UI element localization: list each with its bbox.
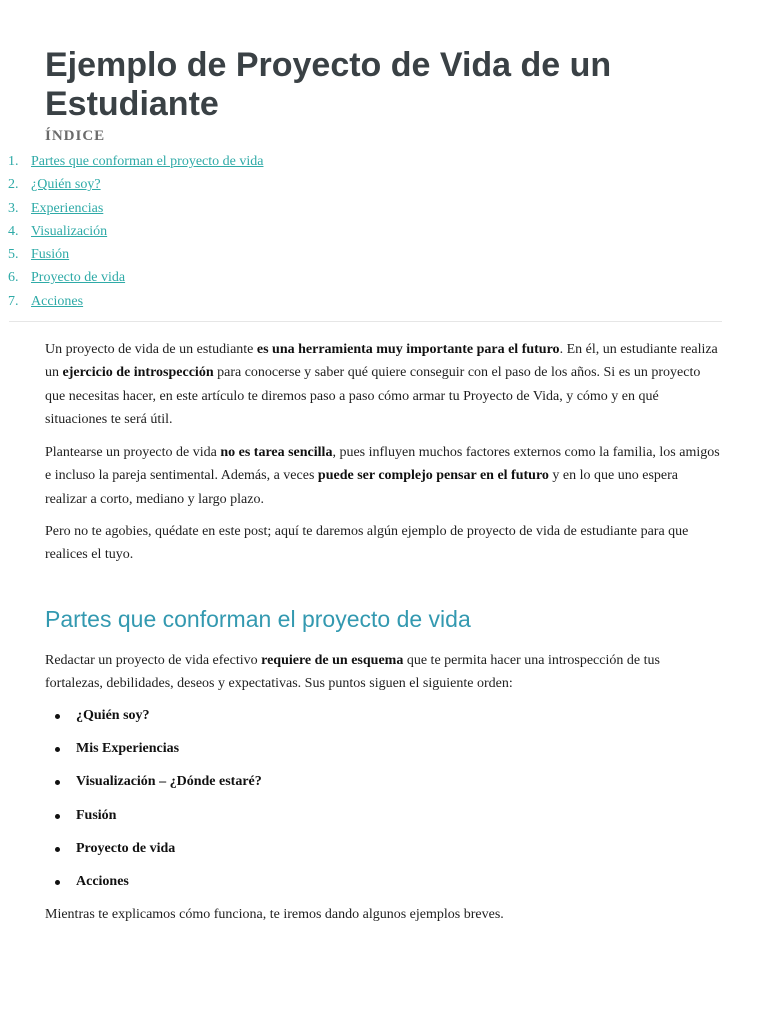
bold-text: puede ser complejo pensar en el futuro	[317, 468, 549, 484]
toc-item	[8, 290, 708, 313]
toc-link[interactable]: ¿Quién soy?	[31, 177, 101, 193]
text-run: . En él, un estudiante realiza un	[45, 342, 718, 381]
toc-item	[8, 150, 708, 173]
bullet-item	[45, 837, 645, 870]
bullet-dot-icon	[55, 880, 60, 885]
toc-item-number: 1.	[8, 154, 19, 169]
text-run: para conocerse y saber qué quiere conseguir con el paso de los años. Si es un proyecto que necesitas hacer, en este artículo te diremos paso a paso cómo armar tu Proyecto de Vida, y cómo y en qué situaciones te será útil.	[45, 365, 701, 427]
toc-link[interactable]: Acciones	[31, 293, 84, 309]
bullet-text: Fusión	[76, 807, 117, 823]
toc-item-number: 6.	[8, 270, 19, 286]
bullet-text: Mis Experiencias	[76, 741, 180, 757]
bullet-dot-icon	[55, 847, 60, 852]
bold-text: no es tarea sencilla	[220, 445, 333, 460]
bullet-dot-icon	[55, 714, 60, 719]
table-of-contents	[8, 150, 708, 313]
text-run: que te permita hacer una introspección de tus fortalezas, debilidades, deseos y expectativas. Sus puntos siguen el siguiente orden:	[45, 653, 660, 692]
toc-heading: ÍNDICE	[45, 128, 106, 144]
toc-item-number: 2.	[8, 177, 19, 193]
bold-text: requiere de un esquema	[261, 653, 404, 668]
toc-item	[8, 243, 708, 266]
text-run: , pues influyen muchos factores externos como la familia, los amigos e incluso la pareja sentimental. Además, a veces	[45, 445, 720, 484]
bullet-item	[45, 870, 645, 903]
bullet-text: Visualización – ¿Dónde estaré?	[76, 774, 262, 790]
text-run: Redactar un proyecto de vida efectivo	[45, 653, 262, 668]
bullet-text: ¿Quién soy?	[76, 708, 150, 723]
toc-item-number: 3.	[8, 200, 19, 216]
bullet-item	[45, 804, 645, 837]
bullet-dot-icon	[55, 814, 60, 819]
bullet-dot-icon	[55, 780, 60, 785]
bullet-dot-icon	[55, 747, 60, 752]
toc-link[interactable]: Partes que conforman el proyecto de vida	[31, 154, 264, 169]
bullet-text: Acciones	[76, 873, 129, 889]
closing-paragraph	[45, 903, 720, 926]
divider	[9, 321, 722, 322]
bullet-item	[45, 704, 645, 737]
intro-paragraph-3	[45, 520, 720, 567]
text-run: Mientras te explicamos cómo funciona, te iremos dando algunos ejemplos breves.	[45, 907, 504, 922]
toc-item	[8, 220, 708, 243]
toc-item	[8, 173, 708, 196]
toc-link[interactable]: Visualización	[31, 223, 108, 239]
toc-item-number: 4.	[8, 223, 19, 239]
toc-link[interactable]: Proyecto de vida	[31, 270, 126, 286]
toc-item	[8, 197, 708, 220]
toc-link[interactable]: Fusión	[31, 247, 70, 263]
toc-item-number: 5.	[8, 247, 19, 263]
text-run: Pero no te agobies, quédate en este post; aquí te daremos algún ejemplo de proyecto de vida de estudiante para que realices el tuyo.	[45, 524, 689, 563]
intro-paragraph-1	[45, 338, 720, 431]
toc-link[interactable]: Experiencias	[31, 200, 104, 216]
bold-text: ejercicio de introspección	[62, 365, 214, 381]
bullet-text: Proyecto de vida	[76, 840, 176, 856]
intro-paragraph-2	[45, 441, 720, 511]
article-title: Ejemplo de Proyecto de Vida de un Estudiante	[45, 46, 612, 123]
text-run: y en lo que uno espera realizar a corto, mediano y largo plazo.	[45, 468, 678, 507]
bullet-item	[45, 770, 645, 803]
section-paragraph	[45, 649, 720, 696]
toc-item	[8, 266, 708, 289]
bullet-item	[45, 737, 645, 770]
section-heading: Partes que conforman el proyecto de vida	[45, 606, 471, 632]
text-run: Un proyecto de vida de un estudiante	[45, 342, 257, 357]
text-run: Plantearse un proyecto de vida	[45, 445, 221, 460]
toc-item-number: 7.	[8, 293, 19, 309]
bold-text: es una herramienta muy importante para el futuro	[256, 342, 560, 357]
section-bullet-list	[45, 704, 645, 903]
